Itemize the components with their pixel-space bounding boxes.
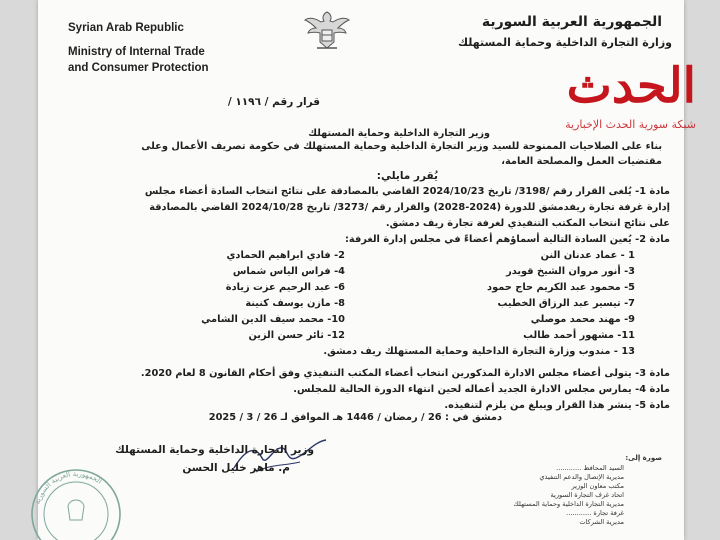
member-item: 1 - عماد عدنان النن (540, 250, 635, 261)
copy-item: مديرية الشركات (579, 518, 624, 526)
member-item: 13 - مندوب وزارة التجارة الداخلية وحماية المستهلك ريف دمشق. (323, 346, 635, 357)
member-item: 10- محمد سيف الدين الشامي (201, 314, 345, 325)
signatory-title: وزير التجارة الداخلية وحماية المستهلك (115, 444, 314, 456)
member-item: 8- مازن يوسف كنينة (245, 298, 345, 309)
member-item: 7- تيسير عبد الرزاق الخطيب (497, 298, 635, 309)
article4: مادة 4- يمارس مجلس الادارة الجديد أعماله لحين انتهاء الدورة الحالية للمجلس. (293, 384, 670, 395)
news-watermark-logo (548, 60, 698, 140)
header-en-line2: Ministry of Internal Trade (68, 46, 205, 58)
member-item: 9- مهند محمد موصلي (530, 314, 635, 325)
article1-line2: إدارة غرفة تجارة ريفدمشق للدورة (2024-2028) والقرار رقم /3273/ تاريخ 2024/10/28 القاضي بالمصادقة (149, 202, 670, 213)
header-ar-line2: وزارة التجارة الداخلية وحماية المستهلك (458, 36, 672, 49)
signatory-name: م. ماهر خليل الحسن (182, 462, 290, 474)
member-item: 5- محمود عبد الكريم حاج حمود (487, 282, 635, 293)
date-line: دمشق في : 26 / رمضان / 1446 هـ الموافق لـ 26 / 3 / 2025 (208, 412, 502, 423)
article1-line3: على نتائج انتخاب المكتب التنفيذي لغرفة تجارة ريف دمشق. (385, 218, 670, 229)
member-item: 2- فادي ابراهيم الحمادي (226, 250, 345, 261)
issuer-line: وزير التجارة الداخلية وحماية المستهلك (308, 128, 490, 139)
watermark-subtitle: شبكة سورية الحدث الإخبارية (565, 118, 696, 131)
decides-heading: يُقرر مايلي: (376, 170, 438, 182)
copy-item: غرفة تجارة ............ (566, 509, 624, 517)
header-ar-line1: الجمهورية العربية السورية (481, 14, 662, 30)
watermark-logo-text: الحدث (566, 58, 696, 114)
official-seal-stamp-icon (24, 462, 128, 540)
member-item: 6- عبد الرحيم عزت زيادة (225, 282, 345, 293)
copy-item: مكتب معاون الوزير (571, 482, 624, 490)
member-item: 3- أنور مروان الشيخ قويدر (506, 266, 635, 277)
article5: مادة 5- ينشر هذا القرار ويبلغ من يلزم لتنفيذه. (444, 400, 670, 411)
article2-title: مادة 2- يُعين السادة التالية أسماؤهم أعضاءً في مجلس إدارة الغرفة: (344, 234, 670, 245)
member-item: 4- فراس الياس شماس (232, 266, 345, 277)
member-item: 12- ثائر حسن الزين (248, 330, 345, 341)
copy-item: مديرية الإتصال والدعم التنفيذي (539, 473, 624, 481)
copy-item: السيد المحافظ ............ (556, 464, 624, 472)
intro-line1: بناء على الصلاحيات الممنوحة للسيد وزير التجارة الداخلية وحماية المستهلك في حكومة تصريف الأعمال وعلى (141, 141, 662, 152)
copy-item: اتحاد غرف التجارة السورية (550, 491, 624, 499)
intro-line2: مقتضيات العمل والمصلحة العامة، (501, 156, 662, 167)
decision-number: قرار رقم / ١١٩٦ / (227, 96, 320, 108)
header-en-line1: Syrian Arab Republic (68, 22, 184, 34)
syrian-eagle-emblem-icon (303, 8, 351, 52)
header-en-line3: and Consumer Protection (68, 62, 209, 74)
copy-item: مديرية التجارة الداخلية وحماية المستهلك (513, 500, 624, 508)
copies-heading: صورة إلى: (625, 454, 662, 462)
handwritten-signature-icon (226, 428, 336, 488)
member-item: 11- مشهور أحمد طالب (523, 330, 635, 341)
article3: مادة 3- يتولى أعضاء مجلس الادارة المذكورين انتخاب أعضاء المكتب التنفيذي وفق أحكام القانون 8 لعام 2020. (140, 368, 670, 379)
article1-line1: مادة 1- يُلغى القرار رقم /3198/ تاريخ 2024/10/23 القاضي بالمصادقة على نتائج انتخاب السادة أعضاء مجلس (144, 186, 670, 197)
svg-text:الجمهورية العربية السورية: الجمهورية العربية السورية (33, 469, 104, 506)
